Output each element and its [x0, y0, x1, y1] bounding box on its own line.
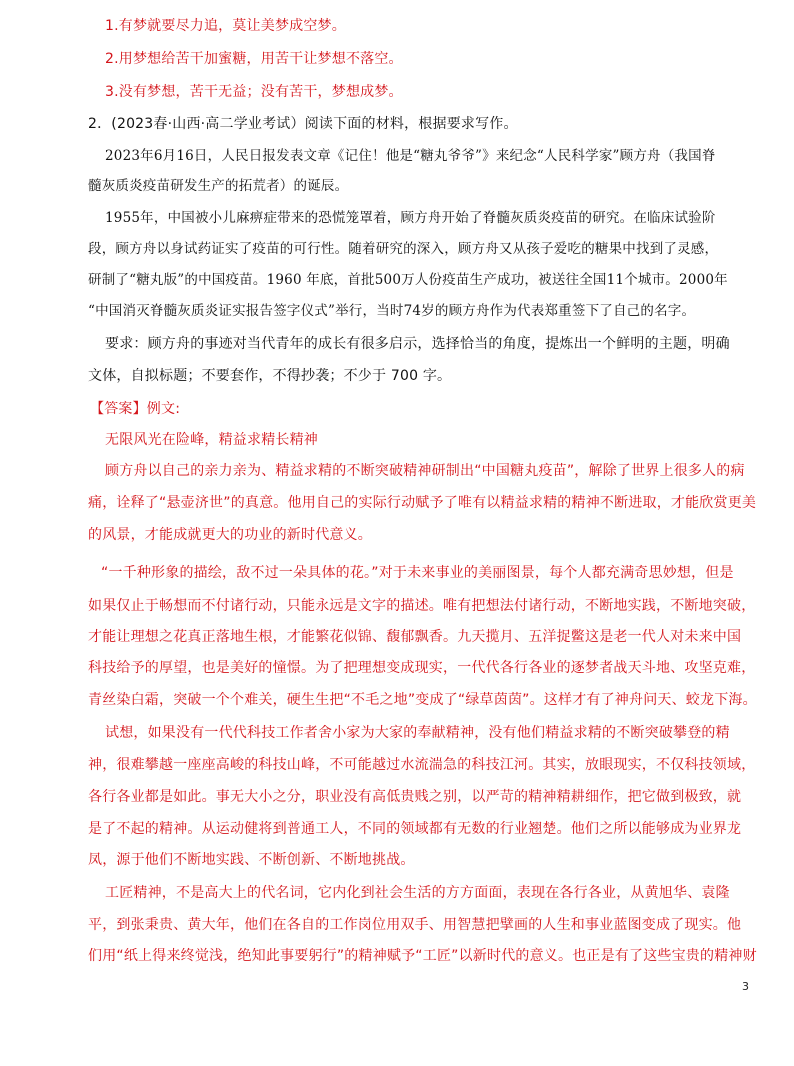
essay-line: 神，很难攀越一座座高峻的科技山峰，不可能越过水流湍急的科技江河。其实，放眼现实，不仅科技领域， [88, 757, 756, 773]
option-3: 3.没有梦想，苦干无益；没有苦干，梦想成梦。 [105, 84, 403, 100]
material-line: 髓灰质炎疫苗研发生产的拓荒者）的诞辰。 [88, 178, 349, 194]
page-number: 3 [742, 980, 749, 993]
essay-line: 们用“纸上得来终觉浅，绝知此事要躬行”的精神赋予“工匠”以新时代的意义。也正是有了这些宝贵的精神财 [88, 948, 757, 964]
essay-line: 各行各业都是如此。事无大小之分，职业没有高低贵贱之别，以严苛的精神精耕细作，把它做到极致，就 [88, 789, 742, 805]
requirement-line: 文体，自拟标题；不要套作，不得抄袭；不少于 700 字。 [88, 368, 452, 384]
essay-line: 平，到张秉贵、黄大年，他们在各自的工作岗位用双手、用智慧把擘画的人生和事业蓝图变成了现实。他 [88, 917, 742, 933]
question-header: 2．(2023春·山西·高二学业考试）阅读下面的材料，根据要求写作。 [88, 116, 518, 132]
essay-line: 如果仅止于畅想而不付诸行动，只能永远是文字的描述。唯有把想法付诸行动，不断地实践，不断地突破， [88, 598, 756, 614]
essay-line: 工匠精神，不是高大上的代名词，它内化到社会生活的方方面面，表现在各行各业，从黄旭华、袁隆 [105, 885, 730, 901]
essay-title: 无限风光在险峰，精益求精长精神 [105, 432, 318, 448]
answer-label: 【答案】例文: [90, 401, 181, 417]
essay-line: 凤，源于他们不断地实践、不断创新、不断地挑战。 [88, 852, 415, 868]
requirement-line: 要求：顾方舟的事迹对当代青年的成长有很多启示，选择恰当的角度，提炼出一个鲜明的主题，明确 [105, 336, 730, 352]
essay-line: 科技给予的厚望，也是美好的憧憬。为了把理想变成现实，一代代各行各业的逐梦者战天斗地、攻坚克难， [88, 660, 756, 676]
essay-line: 的风景，才能成就更大的功业的新时代意义。 [88, 527, 372, 543]
essay-line: 青丝染白霜，突破一个个难关，硬生生把“不毛之地”变成了“绿草茵茵”。这样才有了神舟问天、蛟龙下海。 [88, 692, 757, 708]
material-line: 1955年，中国被小儿麻痹症带来的恐慌笼罩着，顾方舟开始了脊髓灰质炎疫苗的研究。在临床试验阶 [105, 210, 716, 226]
material-line: 研制了“糖丸版”的中国疫苗。1960 年底，首批500万人份疫苗生产成功，被送往全国11个城市。2000年 [88, 272, 728, 288]
essay-line: 是了不起的精神。从运动健将到普通工人，不同的领域都有无数的行业翘楚。他们之所以能够成为业界龙 [88, 821, 742, 837]
material-line: 段，顾方舟以身试药证实了疫苗的可行性。随着研究的深入，顾方舟又从孩子爱吃的糖果中找到了灵感， [88, 241, 719, 257]
option-2: 2.用梦想给苦干加蜜糖，用苦干让梦想不落空。 [105, 51, 403, 67]
material-line: 2023年6月16日，人民日报发表文章《记住！他是“糖丸爷爷”》来纪念“人民科学家”顾方舟（我国脊 [105, 148, 716, 164]
option-1: 1.有梦就要尽力追，莫让美梦成空梦。 [105, 18, 346, 34]
essay-line: 试想，如果没有一代代科技工作者舍小家为大家的奉献精神，没有他们精益求精的不断突破攀登的精 [105, 725, 730, 741]
material-line: “中国消灭脊髓灰质炎证实报告签字仪式”举行，当时74岁的顾方舟作为代表郑重签下了自己的名字。 [88, 303, 696, 319]
essay-line: “一千种形象的描绘，敌不过一朵具体的花。”对于未来事业的美丽图景，每个人都充满奇思妙想，但是 [101, 565, 734, 581]
essay-line: 顾方舟以自己的亲力亲为、精益求精的不断突破精神研制出“中国糖丸疫苗”，解除了世界上很多人的病 [105, 463, 745, 479]
essay-line: 痛，诠释了“悬壶济世”的真意。他用自己的实际行动赋予了唯有以精益求精的精神不断进取，才能欣赏更美 [88, 495, 757, 511]
essay-line: 才能让理想之花真正落地生根，才能繁花似锦、馥郁飘香。九天揽月、五洋捉鳖这是老一代人对未来中国 [88, 629, 742, 645]
